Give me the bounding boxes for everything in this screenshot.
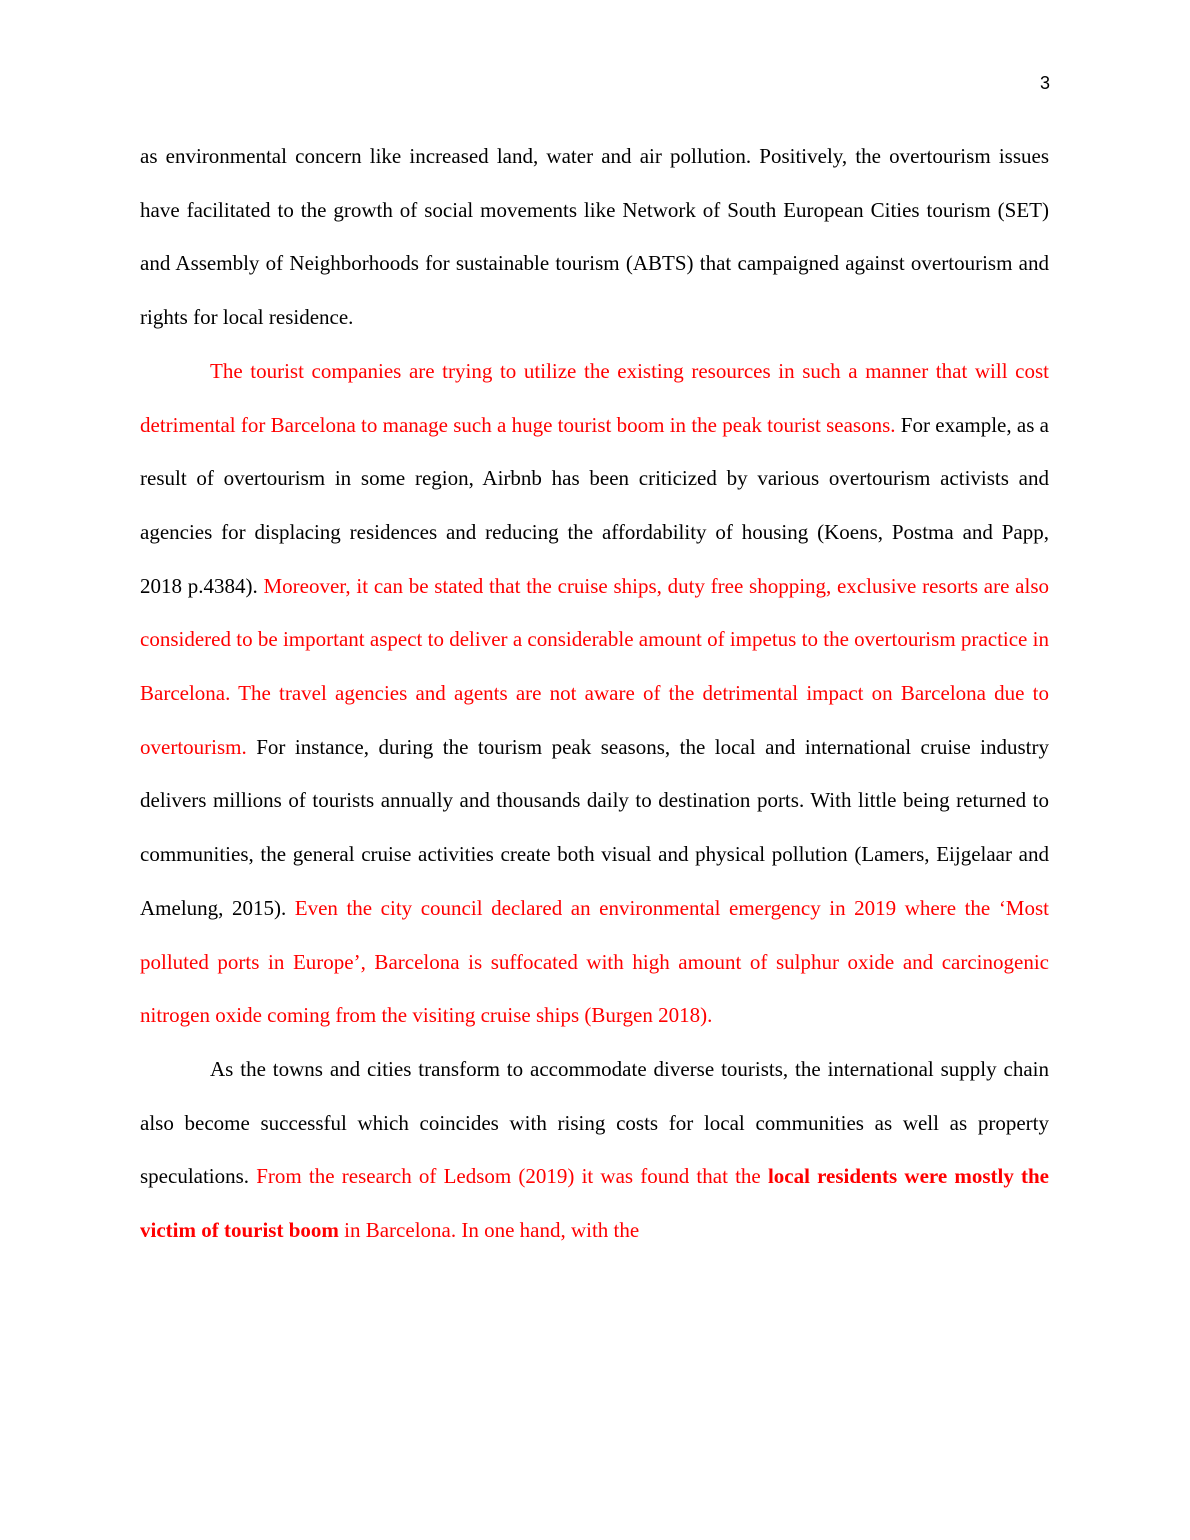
paragraph bbox=[140, 345, 1049, 1043]
text-run: as environmental concern like increased land, water and air pollution. Positively, the overtourism issues have facilitated to the growth of social movements like Network of South European Cities tourism (SET) and Assembly of Neighborhoods for sustainable tourism (ABTS) that campaigned against overtourism and rights for local residence. bbox=[140, 144, 1049, 330]
text-run: For instance, during the tourism peak seasons, the local and international cruise industry delivers millions of tourists annually and thousands daily to destination ports. With little being returned to communities, the general cruise activities create both visual and physical pollution (Lamers, Eijgelaar and Amelung, 2015). bbox=[140, 734, 1049, 920]
paragraph bbox=[140, 130, 1049, 345]
text-run: As the towns and cities transform to accommodate diverse tourists, the international supply chain also become successful which coincides with rising costs for local communities as well as property speculations. bbox=[140, 1056, 1049, 1189]
highlighted-text-run: in Barcelona. In one hand, with the bbox=[338, 1218, 640, 1243]
highlighted-text-run: From the research of Ledsom (2019) it was found that the bbox=[256, 1164, 768, 1189]
highlighted-text-run: Moreover, it can be stated that the cruise ships, duty free shopping, exclusive resorts are also considered to be important aspect to deliver a considerable amount of impetus to the overtourism practice in Barcelona. The travel agencies and agents are not aware of the detrimental impact on Barcelona due to overtourism. bbox=[140, 573, 1049, 759]
bold-highlighted-text-run: local residents were mostly the victim of tourist boom bbox=[140, 1164, 1049, 1243]
text-run: For example, as a result of overtourism in some region, Airbnb has been criticized by various overtourism activists and agencies for displacing residences and reducing the affordability of housing (Koens, Postma and Papp, 2018 p.4384). bbox=[140, 412, 1049, 598]
highlighted-text-run: The tourist companies are trying to utilize the existing resources in such a manner that will cost detrimental for Barcelona to manage such a huge tourist boom in the peak tourist seasons. bbox=[140, 358, 1049, 437]
page-number: 3 bbox=[1039, 73, 1050, 93]
paragraph bbox=[140, 1043, 1049, 1258]
highlighted-text-run: Even the city council declared an environmental emergency in 2019 where the ‘Most polluted ports in Europe’, Barcelona is suffocated with high amount of sulphur oxide and carcinogenic nitrogen oxide coming from the visiting cruise ships (Burgen 2018). bbox=[140, 895, 1049, 1028]
document-body bbox=[140, 130, 1049, 1258]
